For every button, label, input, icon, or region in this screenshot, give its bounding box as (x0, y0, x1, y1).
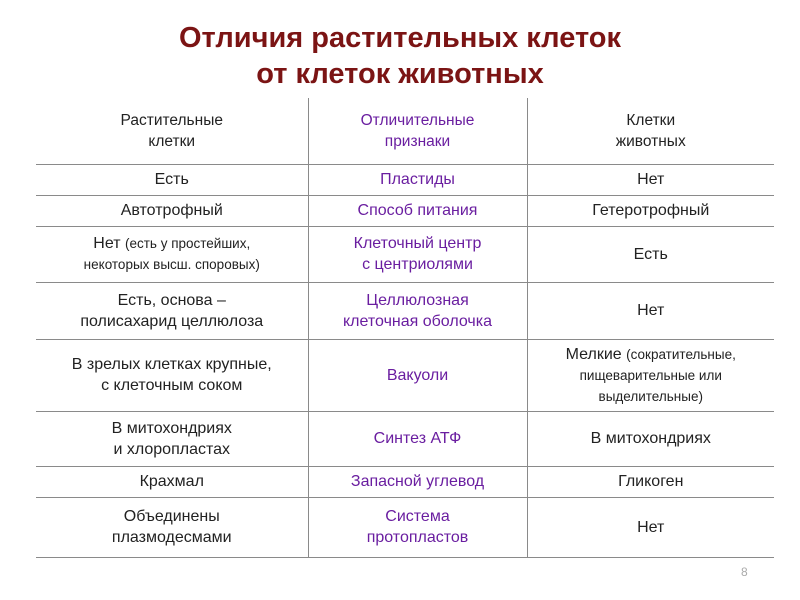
animal-cell-value-line: Гетеротрофный (592, 202, 710, 219)
plant-cell-value (36, 226, 308, 282)
feature-cell-value (308, 226, 527, 282)
plant-cell-value-note: некоторых высш. споровых) (83, 257, 260, 272)
plant-cell-value (36, 339, 308, 411)
plant-cell-value-line: Автотрофный (120, 202, 223, 219)
plant-cell-value-line: Есть, основа – (117, 291, 226, 309)
feature-cell-value-line: Система (385, 508, 450, 525)
table-row (36, 226, 774, 282)
animal-cell-value-line: В митохондриях (590, 430, 711, 447)
header-distinguishing-features (308, 98, 527, 164)
slide-title (0, 20, 800, 92)
feature-cell-value-line: Синтез АТФ (373, 430, 462, 447)
table-row (36, 195, 774, 226)
table-header-row (36, 98, 774, 164)
feature-cell-value-line: Способ питания (357, 202, 478, 219)
table-body (36, 164, 774, 557)
header-feature-line: признаки (384, 132, 451, 150)
feature-cell-value-line: протопластов (366, 529, 469, 546)
feature-cell-value (308, 282, 527, 339)
page-number: 8 (741, 565, 748, 579)
title-line-2: от клеток животных (256, 58, 544, 90)
animal-cell-value (527, 195, 774, 226)
feature-cell-value (308, 164, 527, 195)
plant-cell-value (36, 411, 308, 466)
plant-cell-value-line: Есть (154, 171, 189, 188)
header-plant-cells (36, 98, 308, 164)
table-row (36, 282, 774, 339)
animal-cell-value (527, 339, 774, 411)
animal-cell-value-line (532, 344, 771, 365)
table-row (36, 466, 774, 497)
table-row (36, 164, 774, 195)
plant-cell-value-text: Нет (93, 235, 121, 252)
header-animal-line: Клетки (626, 111, 676, 129)
animal-cell-value-line: Есть (633, 245, 668, 263)
plant-cell-value (36, 497, 308, 557)
animal-cell-value-line: Гликоген (618, 473, 684, 490)
animal-cell-value (527, 164, 774, 195)
plant-cell-value-line: Крахмал (139, 473, 204, 490)
table-row (36, 411, 774, 466)
table-row (36, 497, 774, 557)
animal-cell-value-note: пищеварительные или (579, 367, 722, 383)
animal-cell-value (527, 497, 774, 557)
plant-cell-value (36, 164, 308, 195)
title-line-1: Отличия растительных клеток (178, 22, 622, 54)
animal-cell-value-line: Нет (637, 518, 665, 536)
plant-cell-value-line: полисахарид целлюлоза (80, 312, 264, 330)
animal-cell-value (527, 466, 774, 497)
feature-cell-value-line: Запасной углевод (350, 473, 485, 490)
animal-cell-value-note: (сократительные, (626, 346, 736, 362)
header-plant-line: клетки (148, 132, 196, 150)
header-animal-cells (527, 98, 774, 164)
header-plant-line: Растительные (120, 111, 223, 129)
plant-cell-value (36, 282, 308, 339)
plant-cell-value-line: В митохондриях (111, 419, 232, 437)
plant-cell-value-line: с клеточным соком (101, 377, 243, 394)
animal-cell-value-line: Нет (637, 302, 665, 319)
feature-cell-value-line: клеточная оболочка (342, 312, 492, 330)
feature-cell-value (308, 497, 527, 557)
feature-cell-value (308, 339, 527, 411)
plant-cell-value-line: и хлоропластах (113, 440, 231, 458)
feature-cell-value-line: с центриолями (362, 256, 473, 273)
header-animal-line: животных (615, 132, 686, 150)
animal-cell-value (527, 282, 774, 339)
animal-cell-value-line: Нет (637, 171, 665, 188)
animal-cell-value-note: выделительные) (598, 388, 703, 404)
plant-cell-value (36, 195, 308, 226)
feature-cell-value-line: Клеточный центр (353, 235, 482, 252)
animal-cell-value (527, 411, 774, 466)
feature-cell-value (308, 195, 527, 226)
plant-cell-value-line: плазмодесмами (111, 529, 232, 546)
comparison-table (36, 98, 774, 558)
plant-cell-value-line: В зрелых клетках крупные, (71, 356, 272, 373)
plant-cell-value-line: Объединены (123, 508, 220, 525)
table-row (36, 339, 774, 411)
animal-cell-value-text: Мелкие (565, 345, 622, 363)
plant-cell-value-line (40, 233, 304, 254)
feature-cell-value (308, 411, 527, 466)
feature-cell-value-line: Пластиды (380, 171, 455, 188)
header-feature-line: Отличительные (360, 111, 475, 129)
plant-cell-value-note: (есть у простейших, (124, 236, 251, 251)
animal-cell-value (527, 226, 774, 282)
feature-cell-value-line: Целлюлозная (366, 291, 469, 309)
feature-cell-value (308, 466, 527, 497)
plant-cell-value (36, 466, 308, 497)
feature-cell-value-line: Вакуоли (386, 366, 449, 384)
